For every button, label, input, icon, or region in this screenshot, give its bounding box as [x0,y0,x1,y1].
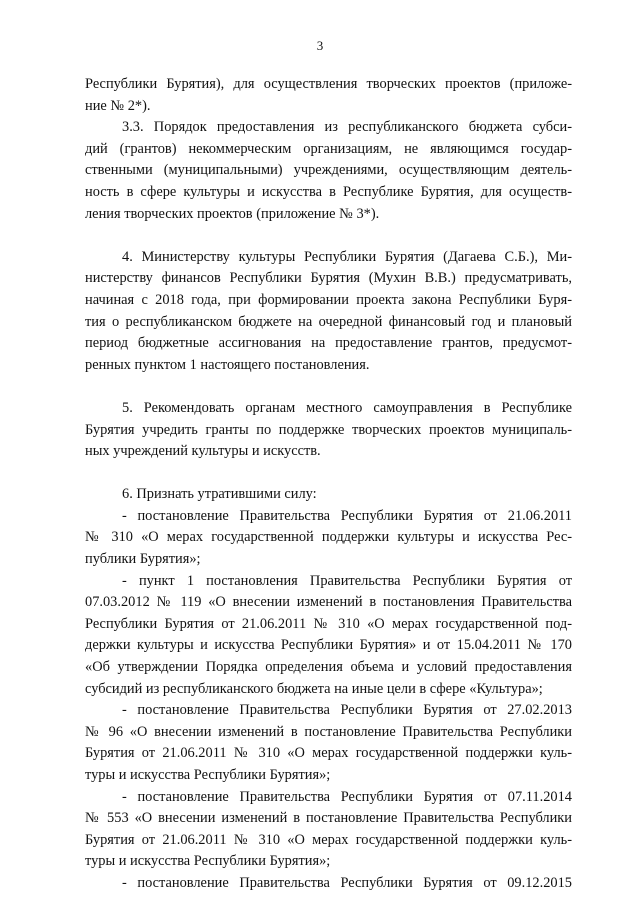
paragraph-item-4 [85,247,572,377]
text-line: Бурятия от 21.06.2011 № 310 «О мерах государственной поддержки куль- [85,831,572,848]
text-line: 3.3. Порядок предоставления из республиканского бюджета субси- [122,119,572,136]
text-line: нистерству финансов Республики Бурятия (Мухин В.В.) предусматривать, [85,270,572,287]
list-item-6-d [85,787,572,873]
text-line: дий (грантов) некоммерческим организациям, не являющимся государ- [85,140,572,157]
paragraph-spacer [85,225,572,247]
text-line: Республики Бурятия от 21.06.2011 № 310 «О мерах государственной под- [85,615,572,632]
text-line: ления творческих проектов (приложение № 3*). [85,205,380,222]
text-line: - постановление Правительства Республики Бурятия от 21.06.2011 [122,507,572,524]
paragraph-spacer [85,376,572,398]
text-line: ние № 2*). [85,97,151,114]
text-line: начиная с 2018 года, при формировании проекта закона Республики Буря- [85,291,572,308]
list-item-6-e [85,873,572,895]
text-line: период бюджетные ассигнования на предоставление грантов, предусмот- [85,335,572,352]
text-line: ность в сфере культуры и искусства в Республике Бурятия, для осуществ- [85,183,572,200]
text-line: № 96 «О внесении изменений в постановление Правительства Республики [85,723,572,740]
paragraph-item-6-heading [85,484,572,506]
list-item-6-c [85,700,572,786]
text-line: 4. Министерству культуры Республики Бурятия (Дагаева С.Б.), Ми- [122,248,572,265]
text-line: 6. Признать утратившими силу: [122,486,317,503]
text-line: Бурятия от 21.06.2011 № 310 «О мерах государственной поддержки куль- [85,745,572,762]
text-line: 07.03.2012 № 119 «О внесении изменений в постановления Правительства [85,594,572,611]
text-line: ственными (муниципальными) учреждениями, осуществляющим деятель- [85,162,572,179]
text-line: - постановление Правительства Республики Бурятия от 09.12.2015 [122,874,572,891]
paragraph-item-3-3 [85,117,572,225]
paragraph-item-5 [85,398,572,463]
text-line: «Об утверждении Порядка определения объема и условий предоставления [85,659,572,676]
page-number: 3 [316,38,324,53]
text-line: - постановление Правительства Республики Бурятия от 07.11.2014 [122,788,572,805]
document-body [85,74,572,895]
text-line: субсидий из республиканского бюджета на иные цели в сфере «Культура»; [85,680,543,697]
text-line: ных учреждений культуры и искусств. [85,443,321,460]
text-line: № 553 «О внесении изменений в постановление Правительства Республики [85,810,572,827]
text-line: Бурятия учредить гранты по поддержке творческих проектов муниципаль- [85,421,572,438]
list-item-6-a [85,506,572,571]
text-line: публики Бурятия»; [85,551,201,568]
text-line: - пункт 1 постановления Правительства Республики Бурятия от [122,572,572,589]
text-line: 5. Рекомендовать органам местного самоуправления в Республике [122,399,572,416]
paragraph-spacer [85,463,572,485]
text-line: - постановление Правительства Республики Бурятия от 27.02.2013 [122,702,572,719]
text-line: тия о республиканском бюджете на очередной финансовый год и плановый [85,313,572,330]
text-line: Республики Бурятия), для осуществления творческих проектов (приложе- [85,76,572,92]
text-line: держки культуры и искусства Республики Бурятия» и от 15.04.2011 № 170 [85,637,572,654]
text-line: туры и искусства Республики Бурятия»; [85,767,331,783]
text-line: № 310 «О мерах государственной поддержки культуры и искусства Рес- [85,529,572,546]
text-line: туры и искусства Республики Бурятия»; [85,853,331,870]
text-line: ренных пунктом 1 настоящего постановления. [85,356,370,373]
paragraph-continuation [85,74,572,117]
list-item-6-b [85,571,572,701]
